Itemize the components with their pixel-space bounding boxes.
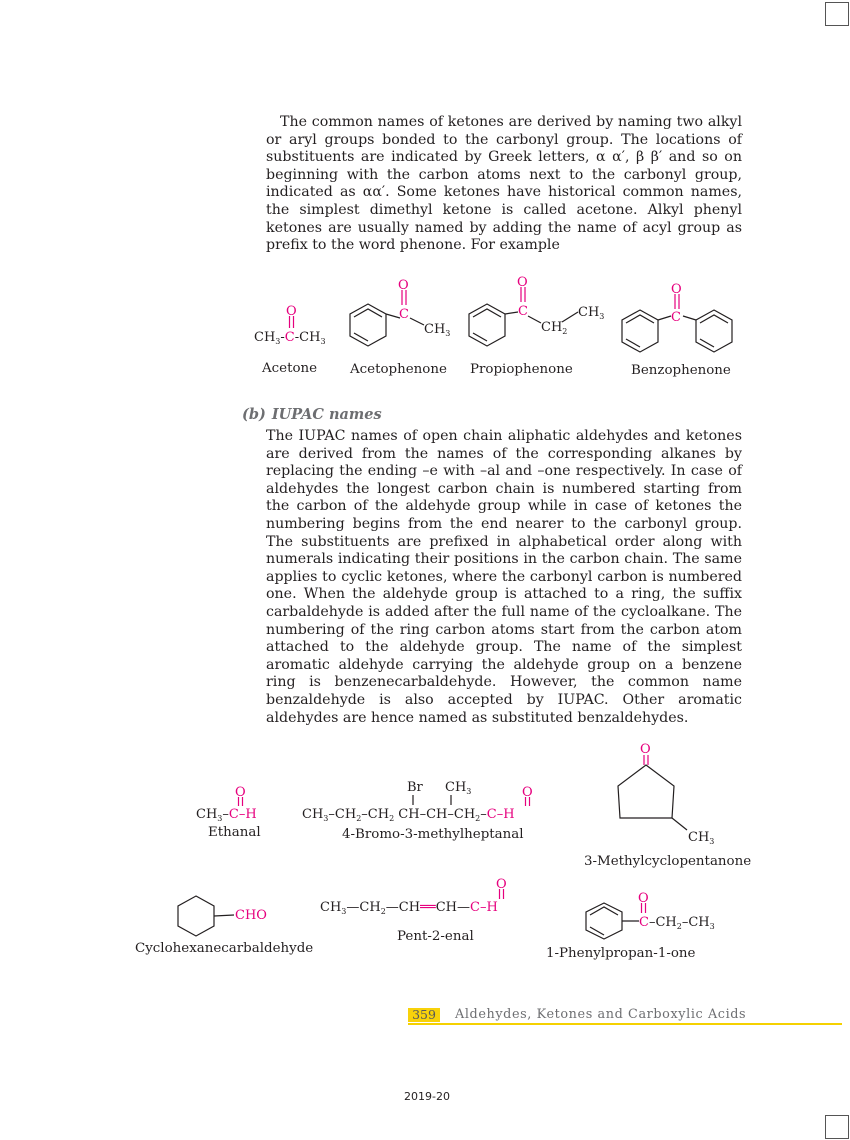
svg-text:CHO: CHO bbox=[235, 908, 267, 923]
svg-text:CH3—CH2—CH══CH—C–H: $CH_3—CH_2—CH══CH—C-H$ bbox=[320, 900, 498, 916]
benzophenone-label: Benzophenone bbox=[631, 363, 731, 378]
svg-text:O: O bbox=[398, 278, 409, 293]
section-title: IUPAC names bbox=[271, 406, 382, 423]
svg-text:Br: Br bbox=[407, 780, 423, 795]
svg-text:O: O bbox=[517, 275, 528, 290]
acetone-label: Acetone bbox=[262, 361, 318, 376]
methylcyclopentanone-label: 3-Methylcyclopentanone bbox=[584, 854, 752, 869]
svg-text:C: C bbox=[399, 307, 409, 322]
svg-text:O: O bbox=[286, 304, 297, 319]
ethanal-label: Ethanal bbox=[208, 825, 261, 840]
bromo-methylheptanal-label: 4-Bromo-3-methylheptanal bbox=[342, 827, 524, 842]
running-title: Aldehydes, Ketones and Carboxylic Acids bbox=[455, 1007, 747, 1022]
svg-text:CH3: $CH_3$ bbox=[578, 305, 605, 321]
svg-text:CH3–CH2–CH2 CH–CH–CH2–C–H: $CH_3-CH_2-CH_2$ $CH-CH-CH_2-C-H$ bbox=[302, 807, 515, 823]
svg-text:CH3–C–H: $CH_3-C-H$ bbox=[196, 807, 257, 823]
svg-text:O: O bbox=[496, 877, 507, 892]
cyclohexanecarbaldehyde-label: Cyclohexanecarbaldehyde bbox=[135, 941, 314, 956]
svg-text:CH3: $CH_3$ bbox=[445, 780, 472, 796]
phenylpropanone-label: 1-Phenylpropan-1-one bbox=[546, 946, 696, 961]
svg-text:O: O bbox=[640, 742, 651, 757]
svg-text:O: O bbox=[638, 891, 649, 906]
page-number: 359 bbox=[408, 1008, 440, 1022]
iupac-paragraph: The IUPAC names of open chain aliphatic aldehydes and ketones are derived from the names of the corresponding alkanes by replacing the ending –e with –al and –one respectively. In case of aldehydes the longest carbon chain is numbered starting from the carbon of the aldehyde group while in case of ketones the numbering begins from the end nearer to the carbonyl group. The substituents are prefixed in alphabetical order along with numerals indicating their positions in the carbon chain. The same applies to cyclic ketones, where the carbonyl carbon is numbered one. When the aldehyde group is attached to a ring, the suffix carbaldehyde is added after the full name of the cycloalkane. The numbering of the ring carbon atoms start from the carbon atom attached to the aldehyde group. The name of the simplest aromatic aldehyde carrying the aldehyde group on a benzene ring is benzenecarbaldehyde. However, the common name benzaldehyde is also accepted by IUPAC. Other aromatic aldehydes are hence named as substituted benzaldehydes. bbox=[266, 428, 742, 726]
svg-text:CH3: $CH_3$ bbox=[688, 830, 715, 846]
section-label: (b) bbox=[242, 406, 266, 423]
intro-paragraph: The common names of ketones are derived by naming two alkyl or aryl groups bonded to the carbonyl group. The locations of substituents are indicated by Greek letters, α α′, β β′ and so on beginning with the carbon atoms next to the carbonyl group, indicated as αα′. Some ketones have historical common names, the simplest dimethyl ketone is called acetone. Alkyl phenyl ketones are usually named by adding the name of acyl group as prefix to the word phenone. For example bbox=[266, 114, 742, 254]
svg-text:CH3: $CH_3$ bbox=[424, 322, 451, 338]
propiophenone-label: Propiophenone bbox=[470, 362, 573, 377]
svg-text:O: O bbox=[671, 282, 682, 297]
pent-2-enal-label: Pent-2-enal bbox=[397, 929, 474, 944]
svg-text:O: O bbox=[235, 785, 246, 800]
edition-year: 2019-20 bbox=[404, 1090, 450, 1103]
svg-text:C: C bbox=[518, 304, 528, 319]
svg-text:O: O bbox=[522, 785, 533, 800]
svg-text:C–CH2–CH3: $C-CH_2-CH_3$ bbox=[639, 915, 715, 931]
svg-text:CH3-C-CH3: $CH_3-C-CH_3$ bbox=[254, 330, 326, 346]
acetophenone-label: Acetophenone bbox=[350, 362, 447, 377]
svg-text:C: C bbox=[671, 310, 681, 325]
svg-text:CH2: $CH_2$ bbox=[541, 320, 568, 336]
